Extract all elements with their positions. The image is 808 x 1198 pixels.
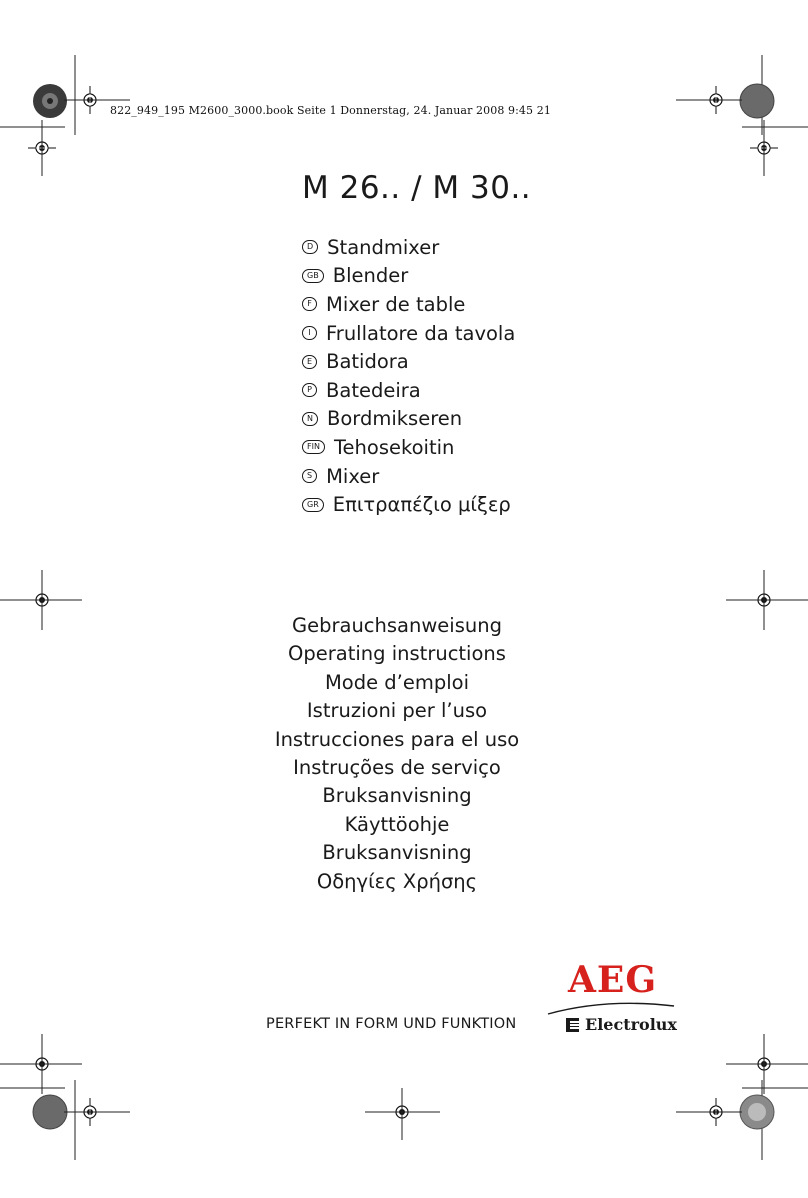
language-badge: FIN	[302, 440, 325, 454]
manual-title-list	[196, 612, 598, 896]
manual-title: Mode d’emploi	[324, 670, 470, 694]
product-name: Tehosekoitin	[333, 435, 455, 459]
product-row	[302, 233, 622, 262]
product-name: Mixer de table	[326, 292, 466, 316]
color-target-top-left	[33, 84, 67, 118]
electrolux-logo-icon	[566, 1018, 579, 1032]
print-info-line: 822_949_195 M2600_3000.book Seite 1 Donnerstag, 24. Januar 2008 9:45 21	[110, 104, 551, 117]
manual-title: Instrucciones para el uso	[274, 727, 520, 751]
product-name: Bordmikseren	[326, 407, 463, 431]
language-badge: F	[302, 297, 317, 311]
aeg-logo: AEG	[568, 959, 658, 1001]
color-target-top-right	[740, 84, 774, 118]
product-row	[302, 405, 622, 434]
product-row	[302, 462, 622, 491]
language-badge: P	[302, 383, 317, 397]
language-badge: I	[302, 326, 317, 340]
product-name: Batedeira	[326, 378, 421, 402]
manual-title: Gebrauchsanweisung	[292, 614, 502, 637]
product-name: Frullatore da tavola	[326, 321, 516, 345]
manual-title: Operating instructions	[288, 642, 506, 666]
product-name-list	[302, 233, 622, 519]
electrolux-brand	[566, 1015, 677, 1034]
product-name: Mixer	[326, 464, 380, 488]
product-row	[302, 290, 622, 319]
product-name: Blender	[332, 264, 409, 288]
color-target-bottom-right	[740, 1095, 774, 1129]
language-badge: S	[302, 469, 317, 483]
product-name: Standmixer	[327, 235, 440, 259]
product-name: Batidora	[326, 350, 409, 374]
manual-title: Käyttöohje	[344, 812, 450, 836]
product-row	[302, 262, 622, 291]
brand-slogan: PERFEKT IN FORM UND FUNKTION	[266, 1016, 517, 1032]
language-badge: N	[302, 412, 318, 426]
product-row	[302, 319, 622, 348]
manual-title: Bruksanvisning	[322, 841, 472, 865]
language-badge: GR	[302, 498, 324, 512]
crop-marks	[0, 55, 808, 1160]
manual-title: Instruções de serviço	[293, 755, 501, 779]
language-badge: D	[302, 240, 318, 254]
language-badge: E	[302, 355, 317, 369]
electrolux-name: Electrolux	[585, 1015, 677, 1034]
product-name: Επιτραπέζιο μίξερ	[332, 493, 511, 517]
product-row	[302, 376, 622, 405]
manual-title: Istruzioni per l’uso	[306, 699, 488, 723]
product-row	[302, 433, 622, 462]
manual-title: Οδηγίες Χρήσης	[316, 869, 478, 893]
manual-title: Bruksanvisning	[322, 784, 472, 808]
product-row	[302, 347, 622, 376]
language-badge: GB	[302, 269, 324, 283]
product-row	[302, 490, 622, 519]
color-target-bottom-left	[33, 1095, 67, 1129]
model-title: M 26.. / M 30..	[302, 170, 532, 206]
